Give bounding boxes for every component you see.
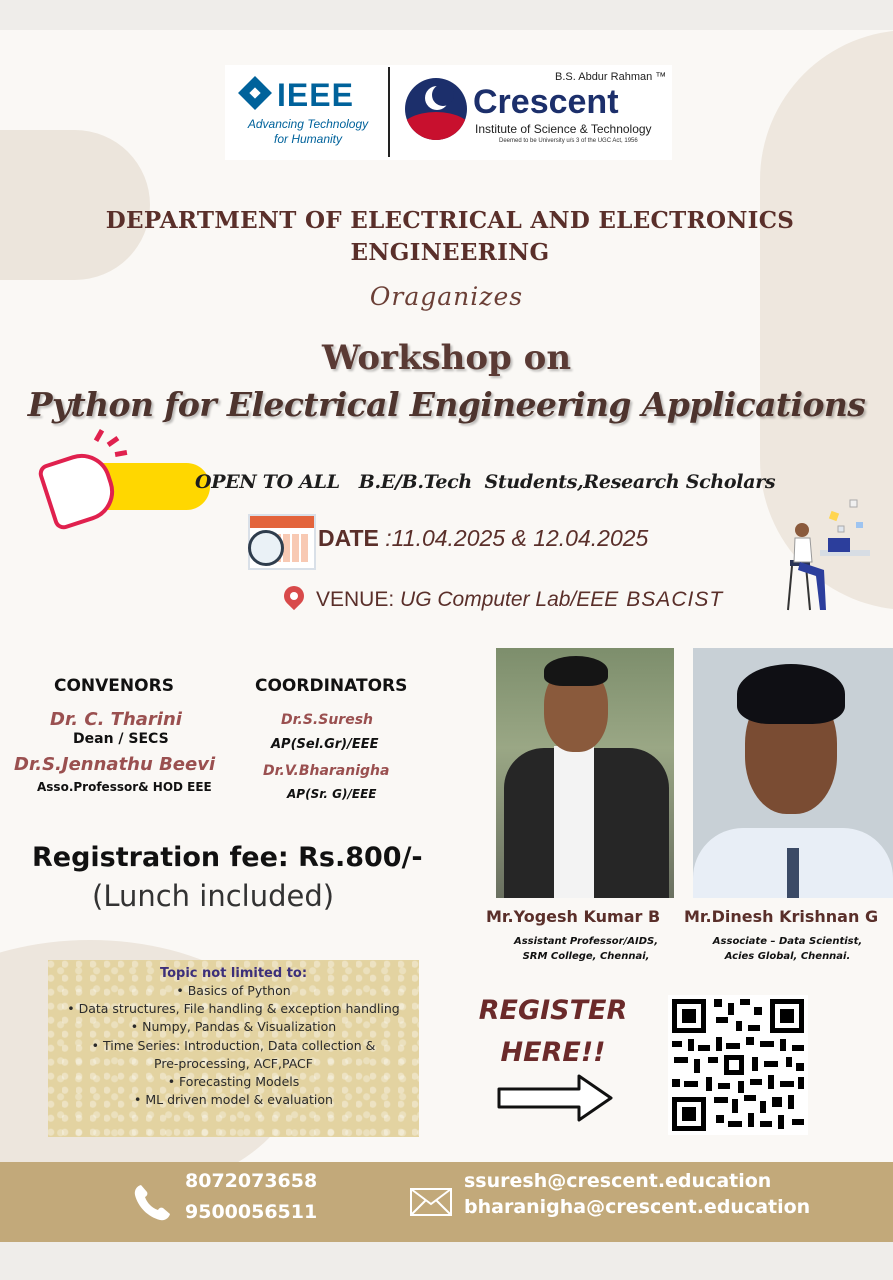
phone-icon: [132, 1183, 172, 1223]
venue-label: VENUE:: [316, 588, 395, 611]
topic-item: • Basics of Python: [176, 983, 291, 998]
speaker-role-line: Associate – Data Scientist,: [712, 936, 863, 947]
date-value: :11.04.2025 & 12.04.2025: [378, 525, 649, 551]
crescent-logo-text: Crescent: [473, 83, 619, 121]
topics-box: [48, 960, 419, 1137]
coordinator-role: AP(Sr. G)/EEE: [287, 787, 377, 801]
workshop-title-line-1: Workshop on: [321, 338, 572, 378]
logo-banner: [225, 65, 672, 160]
speaker-role-line: SRM College, Chennai,: [522, 951, 650, 962]
department-line-1: DEPARTMENT OF ELECTRICAL AND ELECTRONICS: [105, 207, 795, 234]
fee-note: (Lunch included): [92, 879, 335, 913]
crescent-logo-top: B.S. Abdur Rahman ™: [555, 71, 667, 83]
speaker-role-line: Acies Global, Chennai.: [724, 951, 851, 962]
phone-number[interactable]: 9500056511: [185, 1201, 318, 1223]
speaker-role-line: Assistant Professor/AIDS,: [513, 936, 658, 947]
speaker-photo: [693, 648, 893, 898]
registration-fee: Registration fee: Rs.800/-: [32, 842, 423, 873]
desk-worker-illustration: [780, 490, 875, 615]
coordinators-heading: COORDINATORS: [255, 676, 408, 696]
phone-number[interactable]: 8072073658: [185, 1170, 318, 1192]
crescent-subtitle: Institute of Science & Technology: [475, 122, 652, 136]
topic-item: Pre-processing, ACF,PACF: [154, 1055, 313, 1071]
crescent-note: Deemed to be University u/s 3 of the UGC Act, 1956: [499, 138, 638, 144]
coordinator-name: Dr.S.Suresh: [281, 712, 373, 728]
topic-item: • ML driven model & evaluation: [134, 1092, 333, 1108]
topic-item: • Forecasting Models: [167, 1074, 300, 1090]
register-call-to-action: [478, 990, 628, 1074]
bottom-strip: [0, 1242, 893, 1280]
register-line-1: REGISTER: [478, 995, 628, 1026]
venue-place: BSACIST: [626, 588, 724, 611]
coordinator-role: AP(Sel.Gr)/EEE: [271, 737, 379, 752]
convenor-role: Asso.Professor& HOD EEE: [37, 780, 212, 794]
venue-line: [316, 588, 723, 612]
top-strip: [0, 0, 893, 30]
mail-icon: [410, 1188, 452, 1216]
convenor-name: Dr. C. Tharini: [50, 709, 182, 730]
register-line-2: HERE!!: [500, 1037, 606, 1068]
speaker-photo: [496, 648, 674, 898]
coordinator-name: Dr.V.Bharanigha: [263, 763, 390, 779]
registration-qr-code[interactable]: [668, 995, 808, 1135]
speaker-name: Mr.Yogesh Kumar B: [486, 907, 661, 926]
ieee-logo-icon: [238, 76, 272, 110]
venue-value: UG Computer Lab/EEE: [394, 588, 619, 611]
speaker-name: Mr.Dinesh Krishnan G: [684, 907, 879, 926]
speaker-role: [700, 934, 875, 964]
crescent-emblem-icon: [405, 78, 467, 140]
topics-title: Topic not limited to:: [159, 966, 308, 981]
calendar-icon: [248, 514, 316, 570]
email-address[interactable]: bharanigha@crescent.education: [464, 1196, 811, 1218]
ieee-tagline: [243, 117, 373, 147]
arrow-right-icon: [497, 1073, 615, 1123]
topic-item: • Data structures, File handling & exception handling: [67, 1001, 400, 1017]
speaker-role: [500, 934, 672, 964]
department-line-2: ENGINEERING: [350, 239, 550, 266]
audience-text: OPEN TO ALL B.E/B.Tech Students,Research Scholars: [195, 471, 776, 493]
convenor-role: Dean / SECS: [73, 731, 169, 747]
date-label: DATE: [318, 525, 379, 551]
convenor-name: Dr.S.Jennathu Beevi: [14, 754, 216, 775]
workshop-title-line-2: Python for Electrical Engineering Applications: [27, 385, 866, 424]
ieee-logo-text: IEEE: [277, 77, 354, 113]
organizes-text: Oraganizes: [369, 282, 524, 311]
convenors-heading: CONVENORS: [54, 676, 174, 696]
topic-item: • Numpy, Pandas & Visualization: [130, 1019, 337, 1035]
location-pin-icon: [280, 582, 308, 610]
ieee-tagline-2: for Humanity: [273, 132, 343, 146]
date-line: [318, 525, 648, 552]
topics-list: [48, 982, 419, 1109]
email-address[interactable]: ssuresh@crescent.education: [464, 1170, 772, 1192]
topic-item: • Time Series: Introduction, Data collection &: [91, 1037, 376, 1053]
megaphone-icon: [35, 425, 180, 520]
logo-divider: [388, 67, 390, 157]
ieee-tagline-1: Advancing Technology: [247, 117, 369, 131]
department-title: [60, 205, 840, 269]
